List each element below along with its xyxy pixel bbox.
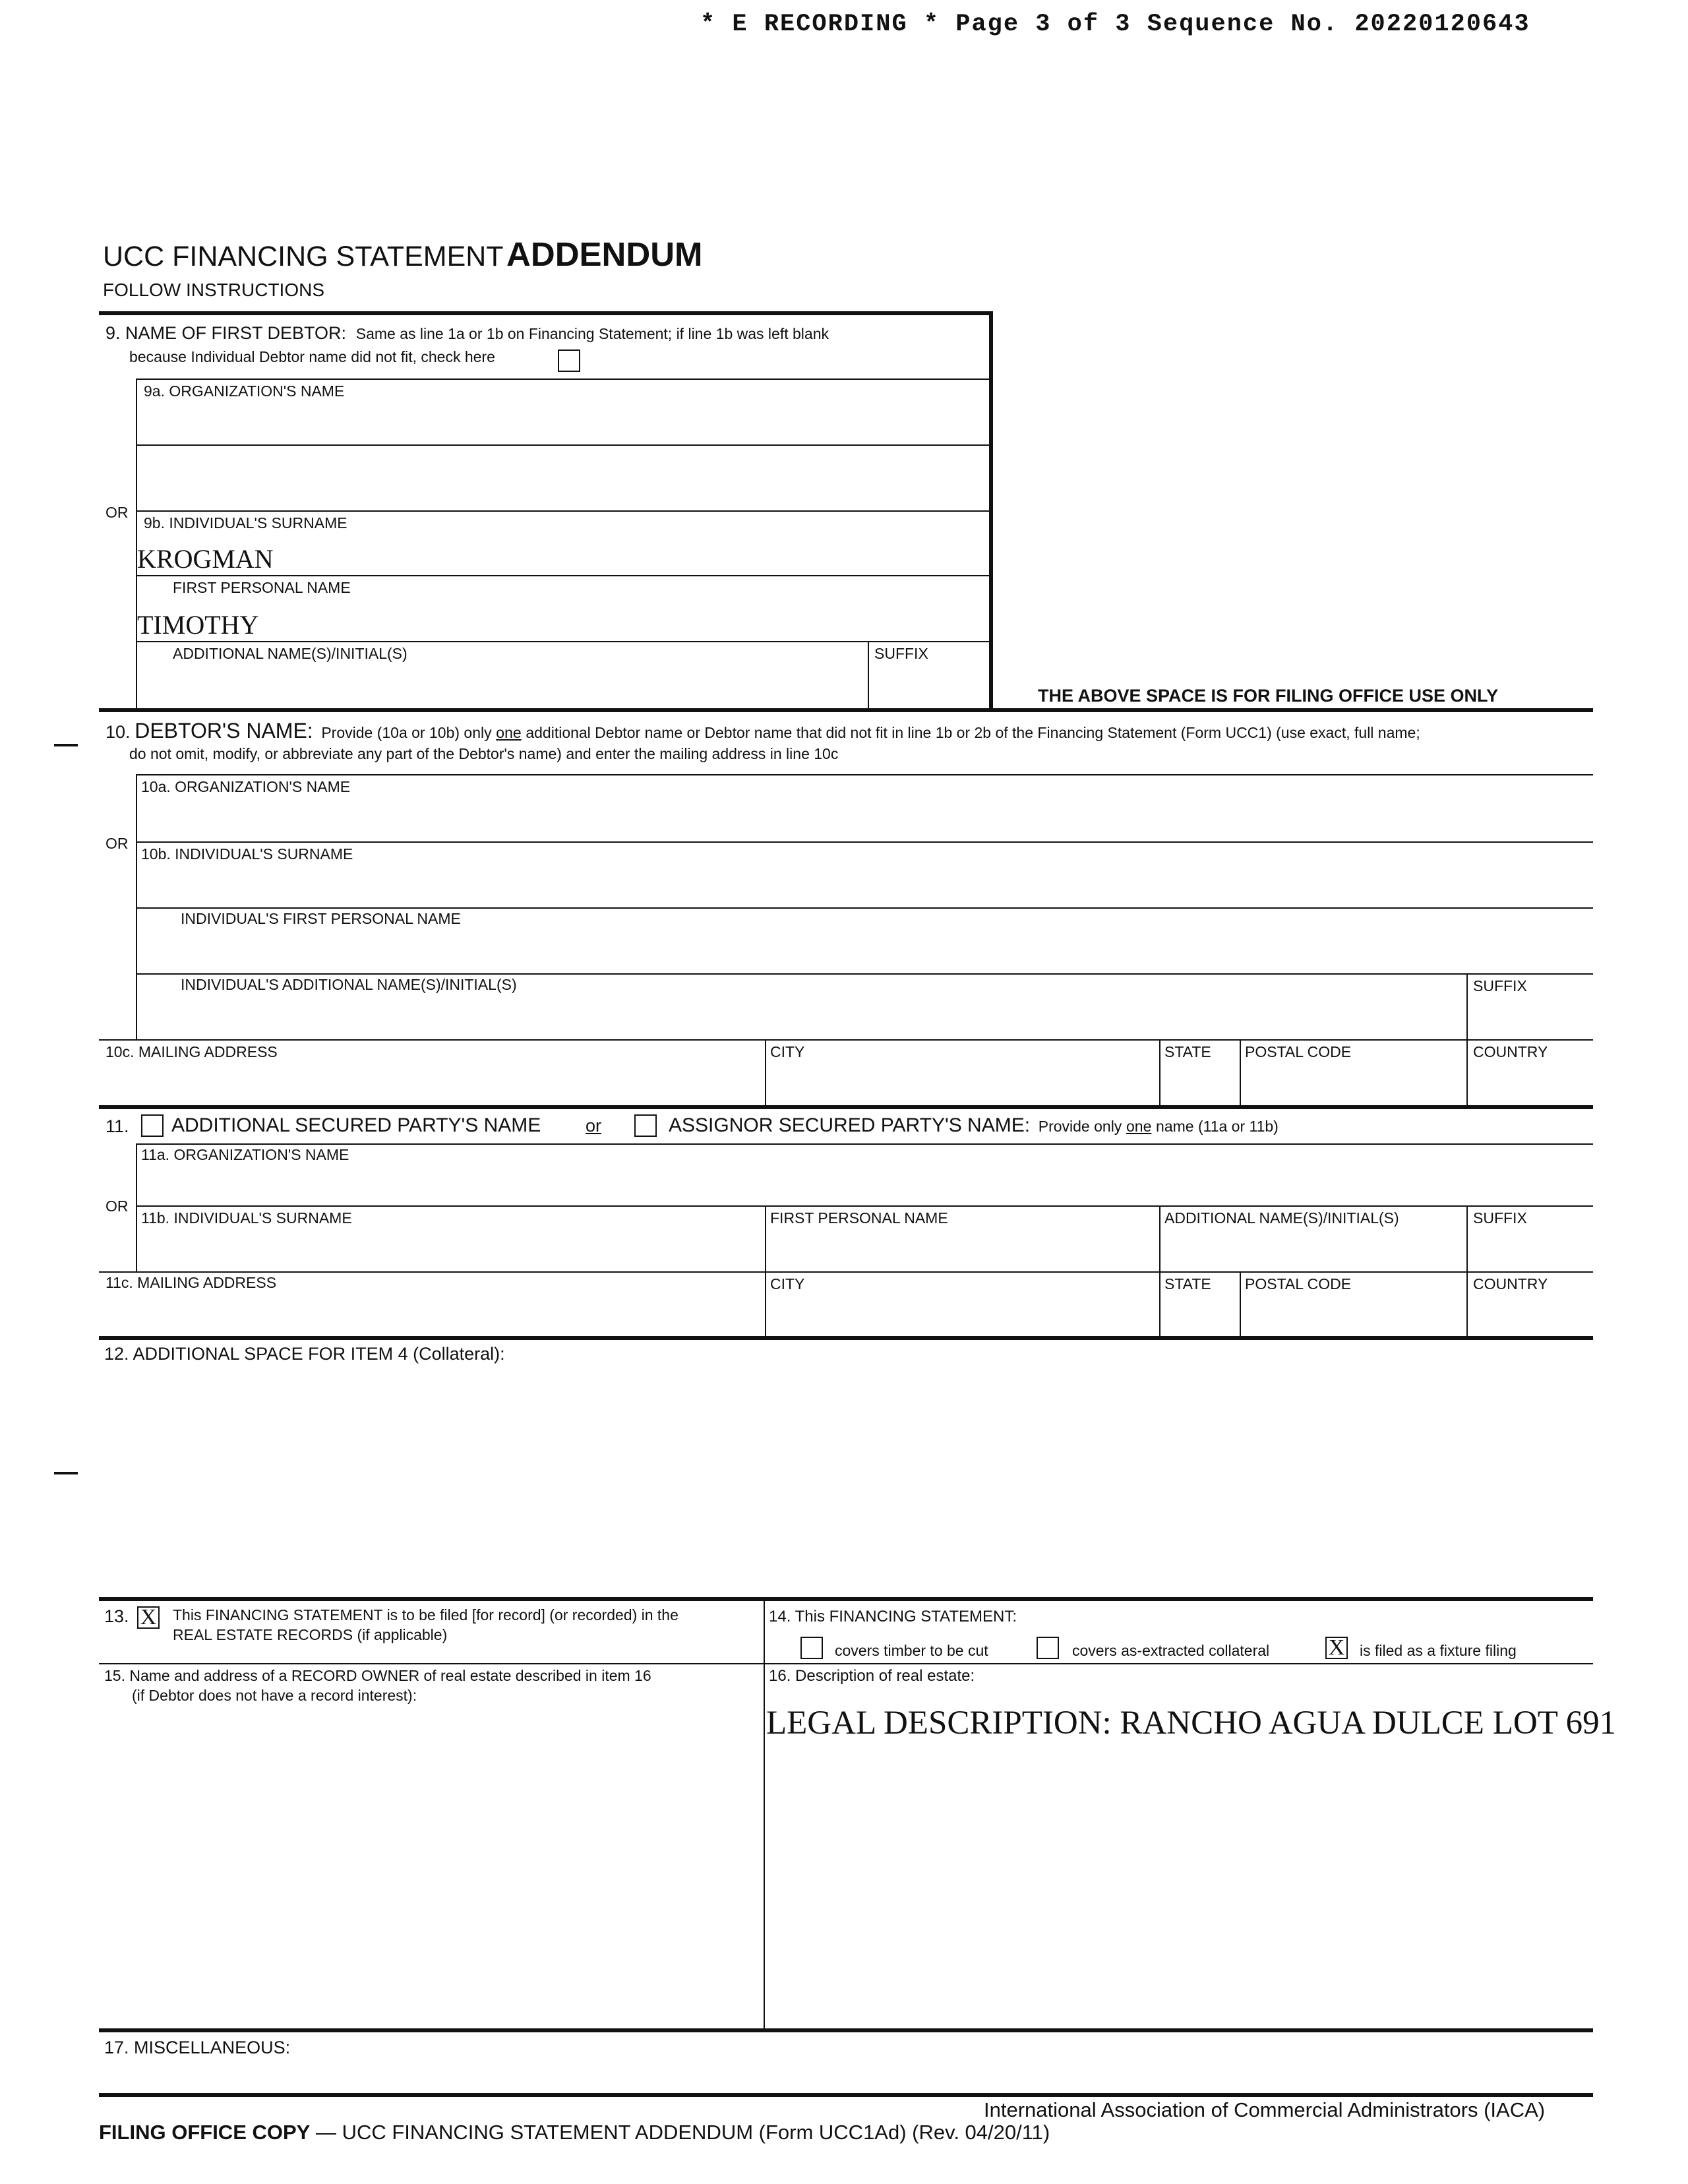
item10-suffix-divider (1466, 973, 1468, 1041)
item11-desc-a: Provide only (1038, 1118, 1122, 1135)
item11-assignor-label: ASSIGNOR SECURED PARTY'S NAME: (669, 1114, 1031, 1136)
margin-mark (54, 744, 78, 746)
item10-line (136, 774, 1593, 775)
item11c-divider (1159, 1271, 1160, 1339)
item12-collateral-field[interactable] (100, 1372, 1592, 1596)
item10-line (99, 1039, 1593, 1041)
item10-num: 10. (106, 722, 131, 742)
item10-title: DEBTOR'S NAME: (135, 719, 313, 743)
item10c-city-field[interactable] (768, 1062, 1157, 1105)
item10c-country-label: COUNTRY (1473, 1043, 1548, 1060)
item14-label: 14. This FINANCING STATEMENT: (769, 1608, 1017, 1625)
item9-desc1: Same as line 1a or 1b on Financing Statement; if line 1b was left blank (355, 325, 829, 342)
item9-line (136, 379, 990, 380)
item11c-postal-label: POSTAL CODE (1245, 1275, 1352, 1292)
item10-suffix-field[interactable] (1469, 994, 1592, 1039)
item11c-country-label: COUNTRY (1473, 1275, 1548, 1292)
item10-top-border (99, 708, 1593, 712)
item11c-city-field[interactable] (768, 1294, 1157, 1336)
filing-office-note: THE ABOVE SPACE IS FOR FILING OFFICE USE ONLY (1038, 686, 1499, 706)
item10b-label: 10b. INDIVIDUAL'S SURNAME (141, 845, 353, 863)
item10-desc-b: additional Debtor name or Debtor name that did not fit in line 1b or 2b of the Financing Statement (Form UCC1) (use exact, full name; (526, 724, 1420, 741)
item10-first-field[interactable] (137, 928, 1592, 973)
item10c-postal-field[interactable] (1242, 1062, 1464, 1105)
item11-top-border (99, 1105, 1593, 1109)
item14-fixture-label: is filed as a fixture filing (1360, 1642, 1517, 1659)
item17-misc-field[interactable] (100, 2061, 1592, 2092)
item10c-divider (1466, 1039, 1468, 1107)
item10-additional-field[interactable] (137, 994, 1456, 1039)
item10-additional-label: INDIVIDUAL'S ADDITIONAL NAME(S)/INITIAL(S) (181, 976, 517, 993)
item11c-divider (765, 1271, 766, 1339)
item9-or: OR (106, 504, 129, 521)
item11c-divider (1466, 1271, 1468, 1339)
item11c-divider (1240, 1271, 1241, 1339)
follow-instructions: FOLLOW INSTRUCTIONS (103, 280, 325, 300)
item11b-additional-label: ADDITIONAL NAME(S)/INITIAL(S) (1164, 1209, 1399, 1227)
item11c-label: 11c. MAILING ADDRESS (106, 1274, 277, 1291)
item10a-org-name-field[interactable] (137, 797, 1592, 840)
item13-checkbox[interactable]: X (137, 1606, 160, 1629)
item14-extracted-label: covers as-extracted collateral (1072, 1642, 1270, 1659)
item11a-org-name-field[interactable] (137, 1165, 1592, 1204)
item10-desc2: do not omit, modify, or abbreviate any part of the Debtor's name) and enter the mailing address in line 10c (129, 745, 839, 762)
item9-line (136, 641, 990, 642)
item13-top-border (99, 1597, 1593, 1601)
footer-iaca: International Association of Commercial Administrators (IACA) (984, 2098, 1546, 2121)
item10-line (136, 973, 1593, 975)
recording-header: * E RECORDING * Page 3 of 3 Sequence No. 20220120643 (700, 11, 1530, 38)
item11c-state-field[interactable] (1162, 1294, 1237, 1336)
item14-timber-label: covers timber to be cut (835, 1642, 988, 1659)
item10-line (136, 841, 1593, 843)
item11-line (99, 1271, 1593, 1273)
item10c-country-field[interactable] (1469, 1062, 1592, 1105)
item11b-suffix-label: SUFFIX (1473, 1209, 1527, 1227)
item14-extracted-checkbox[interactable] (1037, 1637, 1059, 1659)
footer-copy-bold: FILING OFFICE COPY (99, 2121, 311, 2144)
item11b-first-field[interactable] (768, 1228, 1157, 1270)
item9-first-label: FIRST PERSONAL NAME (173, 579, 351, 596)
item11-or-word: or (586, 1116, 602, 1136)
item11-desc-b: name (11a or 11b) (1156, 1118, 1279, 1135)
item13-14-divider (764, 1600, 765, 2031)
item13-num: 13. (104, 1606, 129, 1626)
item17-label: 17. MISCELLANEOUS: (104, 2038, 291, 2057)
form-title-emphasis: ADDENDUM (506, 235, 703, 273)
item12-label: 12. ADDITIONAL SPACE FOR ITEM 4 (Collateral): (104, 1344, 505, 1364)
item10-line (136, 907, 1593, 909)
item14-timber-checkbox[interactable] (800, 1637, 823, 1659)
item15-text1: 15. Name and address of a RECORD OWNER of real estate described in item 16 (104, 1667, 651, 1684)
item13-text1: This FINANCING STATEMENT is to be filed [for record] (or recorded) in the (173, 1606, 678, 1623)
item10c-state-field[interactable] (1162, 1062, 1237, 1105)
form-title-prefix: UCC FINANCING STATEMENT (103, 241, 504, 272)
item11-additional-checkbox[interactable] (141, 1114, 164, 1137)
item15-text2: (if Debtor does not have a record interest): (132, 1687, 417, 1704)
item12-top-border (99, 1336, 1593, 1340)
footer-top-border (99, 2093, 1593, 2097)
item10-suffix-label: SUFFIX (1473, 977, 1527, 994)
item13-text2: REAL ESTATE RECORDS (if applicable) (173, 1626, 448, 1643)
item11-additional-label: ADDITIONAL SECURED PARTY'S NAME (171, 1114, 541, 1136)
item11b-divider (1466, 1205, 1468, 1273)
item9-additional-label: ADDITIONAL NAME(S)/INITIAL(S) (173, 645, 407, 662)
item11-line (136, 1205, 1593, 1207)
item11-desc-one: one (1126, 1118, 1152, 1135)
item11-line (136, 1143, 1593, 1145)
item10c-divider (1240, 1039, 1241, 1107)
item11b-first-label: FIRST PERSONAL NAME (770, 1209, 948, 1227)
item9-desc2: because Individual Debtor name did not fit, check here (129, 348, 495, 365)
item10c-postal-label: POSTAL CODE (1245, 1043, 1352, 1060)
item11b-additional-field[interactable] (1162, 1228, 1464, 1270)
item9b-label: 9b. INDIVIDUAL'S SURNAME (144, 514, 347, 531)
item11b-label: 11b. INDIVIDUAL'S SURNAME (141, 1209, 352, 1227)
item11c-country-field[interactable] (1469, 1294, 1592, 1336)
item10c-city-label: CITY (770, 1043, 805, 1060)
item9b-surname-value[interactable]: KROGMAN (137, 544, 274, 574)
item11b-surname-field[interactable] (137, 1228, 762, 1270)
item11a-label: 11a. ORGANIZATION'S NAME (141, 1146, 349, 1163)
item9a-org-name-field[interactable] (137, 402, 989, 444)
item14-fixture-checkbox[interactable]: X (1325, 1637, 1348, 1659)
item9-top-border (99, 311, 993, 315)
item10-desc-a: Provide (10a or 10b) only (321, 724, 492, 741)
item17-top-border (99, 2028, 1593, 2032)
item11b-divider (1159, 1205, 1160, 1273)
item10-first-label: INDIVIDUAL'S FIRST PERSONAL NAME (181, 910, 461, 927)
item10b-surname-field[interactable] (137, 864, 1592, 907)
item10c-mailing-field[interactable] (100, 1062, 762, 1105)
item10a-label: 10a. ORGANIZATION'S NAME (141, 778, 351, 795)
item16-label: 16. Description of real estate: (769, 1667, 975, 1685)
form-title (103, 235, 703, 274)
item10-or: OR (106, 835, 129, 852)
item11b-suffix-field[interactable] (1469, 1228, 1592, 1270)
item10c-divider (1159, 1039, 1160, 1107)
item11c-mailing-field[interactable] (100, 1294, 762, 1336)
item11c-postal-field[interactable] (1242, 1294, 1464, 1336)
item9-line (136, 510, 990, 512)
item16-description-value[interactable]: LEGAL DESCRIPTION: RANCHO AGUA DULCE LOT 691 (766, 1705, 1617, 1742)
margin-mark (54, 1472, 78, 1474)
item9-same-checkbox[interactable] (558, 349, 580, 372)
item10-heading (106, 719, 1420, 743)
item9a-label: 9a. ORGANIZATION'S NAME (144, 382, 345, 400)
item15-top-border (99, 1663, 1593, 1664)
item9a-org-name-field-2[interactable] (137, 446, 989, 510)
item9-first-value[interactable]: TIMOTHY (137, 610, 259, 640)
item11-or: OR (106, 1198, 129, 1215)
item10c-state-label: STATE (1164, 1043, 1211, 1060)
item9-suffix-divider (868, 641, 869, 710)
item15-record-owner-field[interactable] (100, 1708, 762, 2028)
footer-copy-rest: — UCC FINANCING STATEMENT ADDENDUM (Form UCC1Ad) (Rev. 04/20/11) (310, 2121, 1050, 2144)
item9-line (136, 575, 990, 576)
item10c-label: 10c. MAILING ADDRESS (106, 1043, 278, 1060)
item11c-state-label: STATE (1164, 1275, 1211, 1292)
item9-heading (106, 323, 829, 344)
item9-suffix-label: SUFFIX (874, 645, 928, 662)
item10-desc-one: one (496, 724, 522, 741)
item11-num: 11. (106, 1116, 129, 1136)
item10c-divider (765, 1039, 766, 1107)
item11b-divider (765, 1205, 766, 1273)
item9-num-label: 9. NAME OF FIRST DEBTOR: (106, 323, 347, 343)
item11-assignor-checkbox[interactable] (634, 1114, 657, 1137)
footer-copy-line (99, 2121, 1050, 2144)
item11c-city-label: CITY (770, 1275, 805, 1292)
item11-assignor-heading (669, 1114, 1279, 1138)
